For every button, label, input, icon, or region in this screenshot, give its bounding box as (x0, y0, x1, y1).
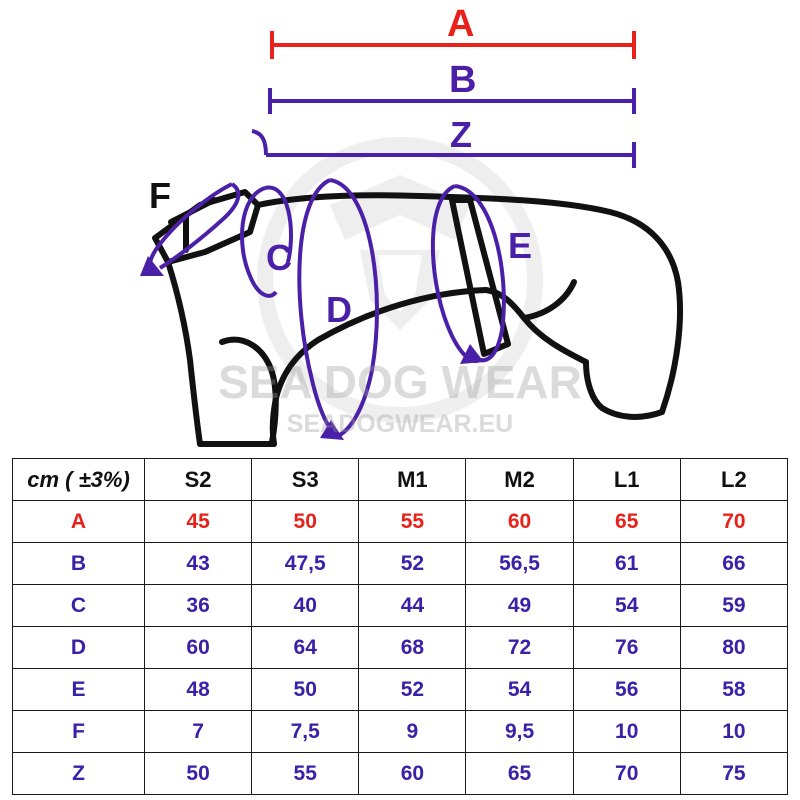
table-row (13, 669, 788, 711)
size-table-wrapper (12, 458, 788, 795)
column-header-l1: L1 (573, 459, 680, 501)
column-header-m2: M2 (466, 459, 573, 501)
label-D: D (326, 289, 352, 330)
cell-z-s3: 55 (252, 753, 359, 795)
column-header-l2: L2 (680, 459, 787, 501)
cell-c-l1: 54 (573, 585, 680, 627)
cell-a-s2: 45 (145, 501, 252, 543)
cell-b-l1: 61 (573, 543, 680, 585)
cell-e-m2: 54 (466, 669, 573, 711)
table-row (13, 627, 788, 669)
cell-f-m2: 9,5 (466, 711, 573, 753)
cell-c-s2: 36 (145, 585, 252, 627)
cell-z-m2: 65 (466, 753, 573, 795)
label-B: B (449, 59, 477, 101)
table-row (13, 753, 788, 795)
unit-header: cm ( ±3%) (13, 459, 145, 501)
table-row (13, 543, 788, 585)
column-header-s2: S2 (145, 459, 252, 501)
cell-d-m2: 72 (466, 627, 573, 669)
table-row (13, 585, 788, 627)
cell-b-m1: 52 (359, 543, 466, 585)
cell-b-s3: 47,5 (252, 543, 359, 585)
label-E: E (508, 225, 533, 266)
cell-f-s2: 7 (145, 711, 252, 753)
label-C: C (266, 237, 292, 278)
row-label-c: C (13, 585, 145, 627)
cell-e-l2: 58 (680, 669, 787, 711)
cell-a-m2: 60 (466, 501, 573, 543)
row-label-z: Z (13, 753, 145, 795)
row-label-b: B (13, 543, 145, 585)
watermark-text-secondary: SEADOGWEAR.EU (286, 410, 514, 438)
cell-b-s2: 43 (145, 543, 252, 585)
label-A: A (447, 3, 475, 45)
label-Z: Z (450, 114, 472, 155)
cell-a-m1: 55 (359, 501, 466, 543)
table-row (13, 501, 788, 543)
cell-z-s2: 50 (145, 753, 252, 795)
cell-d-l1: 76 (573, 627, 680, 669)
cell-c-m2: 49 (466, 585, 573, 627)
size-table (12, 458, 788, 795)
cell-d-s2: 60 (145, 627, 252, 669)
column-header-s3: S3 (252, 459, 359, 501)
cell-c-m1: 44 (359, 585, 466, 627)
label-F: F (149, 175, 171, 216)
cell-f-l2: 10 (680, 711, 787, 753)
cell-z-l1: 70 (573, 753, 680, 795)
row-label-e: E (13, 669, 145, 711)
cell-z-l2: 75 (680, 753, 787, 795)
row-label-a: A (13, 501, 145, 543)
cell-a-l2: 70 (680, 501, 787, 543)
cell-e-s2: 48 (145, 669, 252, 711)
cell-f-l1: 10 (573, 711, 680, 753)
table-body (13, 501, 788, 795)
table-row (13, 711, 788, 753)
watermark-text-primary: SEA DOG WEAR (218, 356, 582, 408)
cell-a-l1: 65 (573, 501, 680, 543)
row-label-d: D (13, 627, 145, 669)
table-header-row (13, 459, 788, 501)
cell-d-m1: 68 (359, 627, 466, 669)
cell-f-m1: 9 (359, 711, 466, 753)
cell-e-l1: 56 (573, 669, 680, 711)
row-label-f: F (13, 711, 145, 753)
cell-c-s3: 40 (252, 585, 359, 627)
cell-d-s3: 64 (252, 627, 359, 669)
cell-z-m1: 60 (359, 753, 466, 795)
cell-d-l2: 80 (680, 627, 787, 669)
column-header-m1: M1 (359, 459, 466, 501)
cell-e-s3: 50 (252, 669, 359, 711)
table-head (13, 459, 788, 501)
cell-f-s3: 7,5 (252, 711, 359, 753)
cell-b-m2: 56,5 (466, 543, 573, 585)
cell-c-l2: 59 (680, 585, 787, 627)
cell-a-s3: 50 (252, 501, 359, 543)
cell-b-l2: 66 (680, 543, 787, 585)
cell-e-m1: 52 (359, 669, 466, 711)
